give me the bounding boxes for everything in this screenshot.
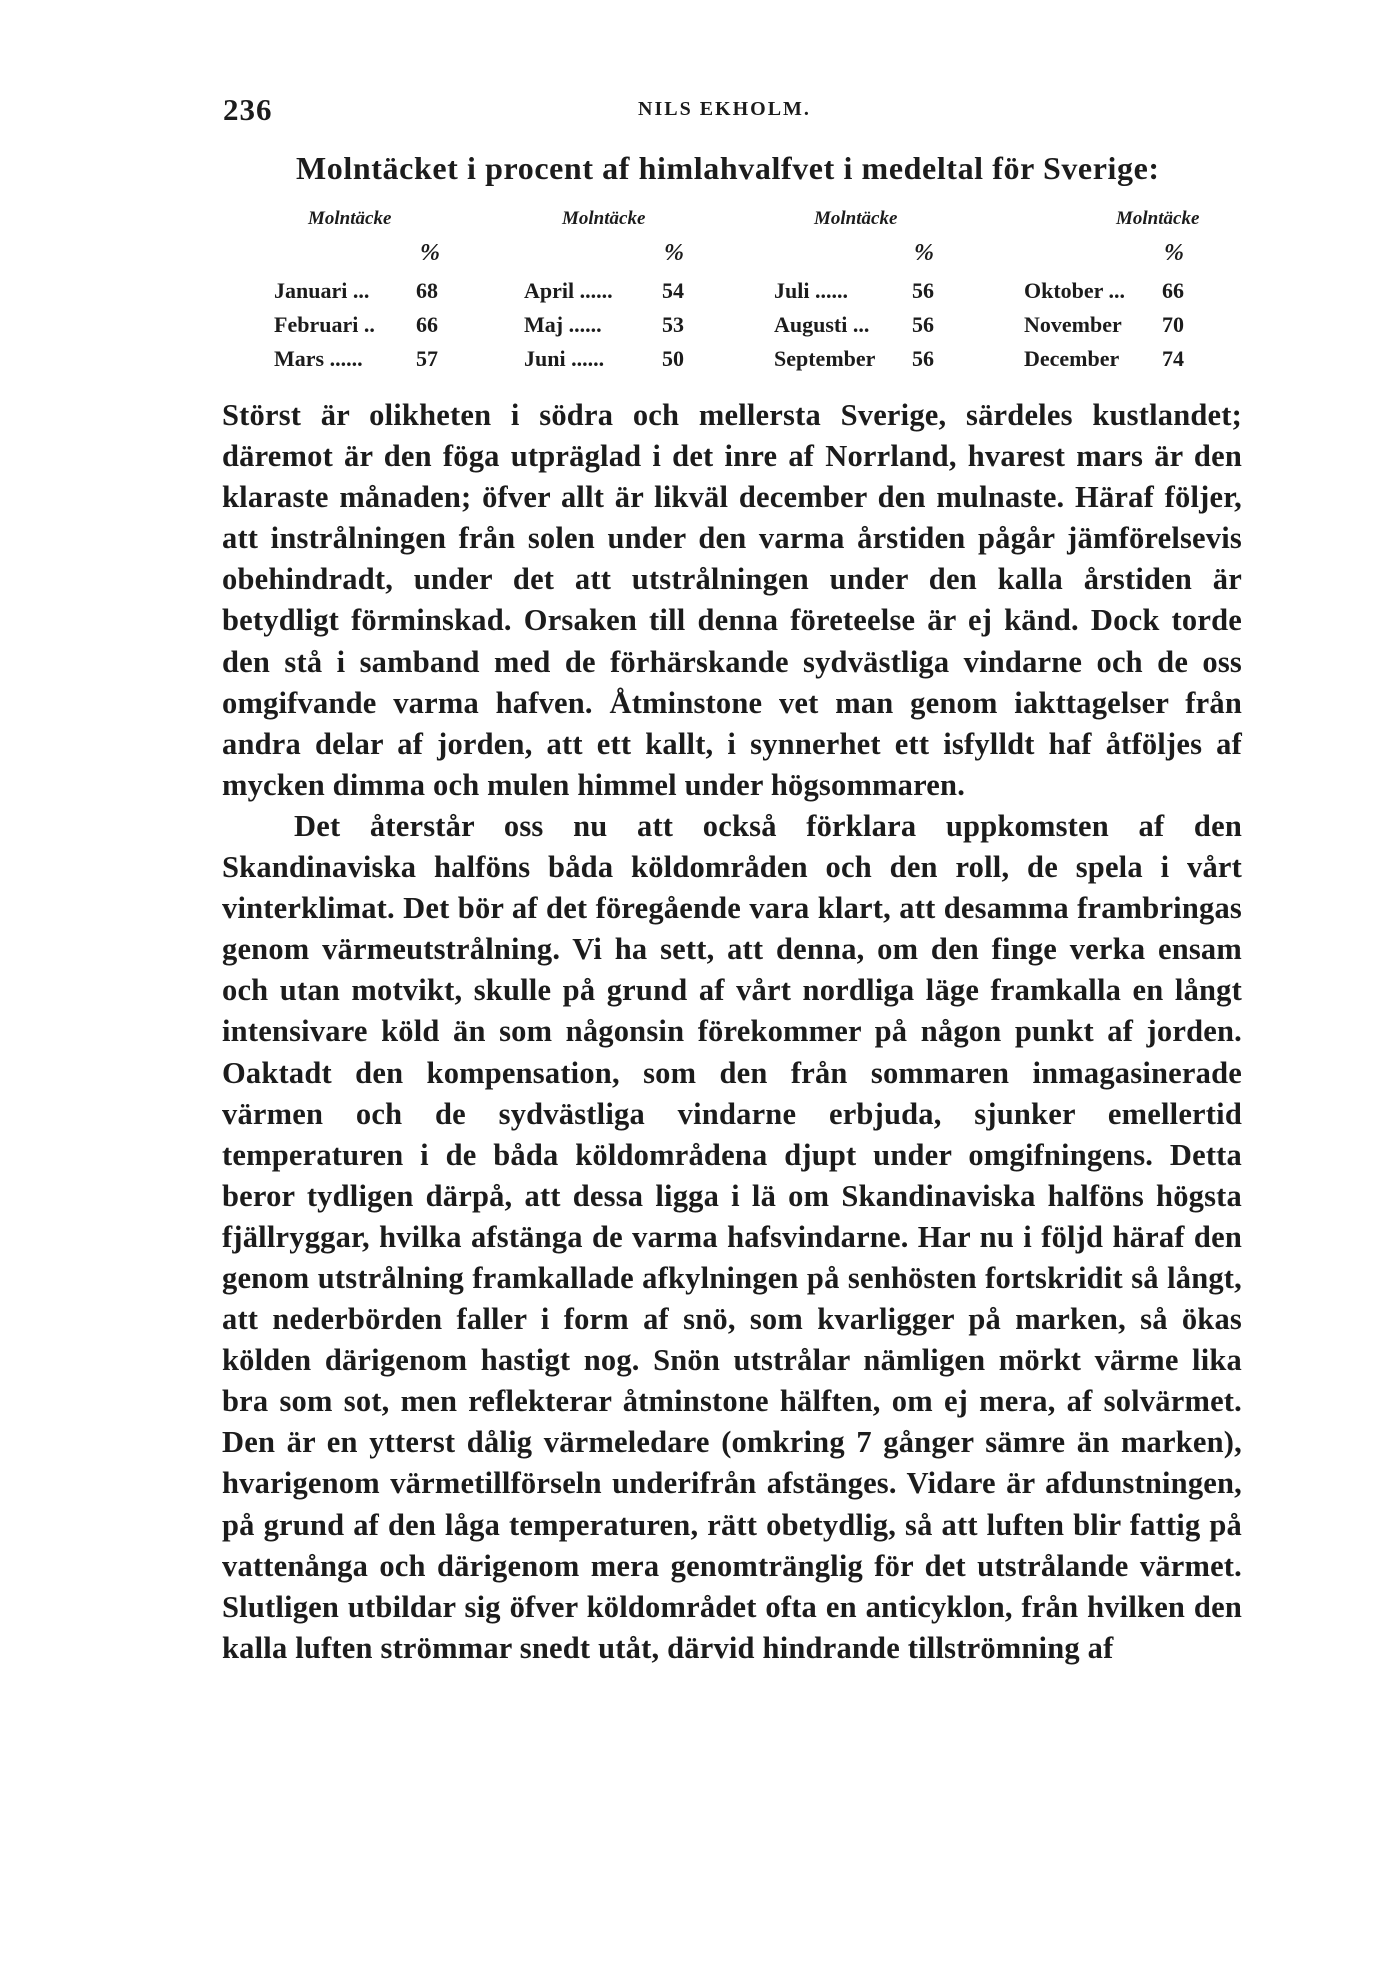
- month-label: Augusti ...: [774, 312, 870, 337]
- column-unit: %: [664, 240, 684, 266]
- column-heading: Molntäcke: [814, 208, 898, 229]
- table-row: [274, 278, 438, 308]
- month-label: September: [774, 346, 876, 371]
- month-label: Mars ......: [274, 346, 363, 371]
- cloud-value: 57: [416, 346, 438, 371]
- table-row: [524, 346, 684, 376]
- cloud-value: 50: [662, 346, 684, 371]
- table-row: [274, 346, 438, 376]
- column-unit: %: [914, 240, 934, 266]
- table-row: [1024, 312, 1184, 342]
- month-label: Januari ...: [274, 278, 370, 303]
- table-title: Molntäcket i procent af himlahvalfvet i medeltal för Sverige:: [296, 150, 1160, 186]
- month-label: Februari ..: [274, 312, 375, 337]
- month-label: Juni ......: [524, 346, 605, 371]
- month-label: December: [1024, 346, 1120, 371]
- month-label: April ......: [524, 278, 613, 303]
- table-row: [524, 312, 684, 342]
- column-heading: Molntäcke: [308, 208, 392, 229]
- column-heading: Molntäcke: [1116, 208, 1200, 229]
- cloud-cover-table: [274, 208, 1234, 378]
- cloud-value: 66: [1162, 278, 1184, 303]
- body-text: [222, 395, 1242, 1669]
- cloud-value: 68: [416, 278, 438, 303]
- table-column: [774, 208, 1014, 378]
- table-row: [524, 278, 684, 308]
- cloud-value: 53: [662, 312, 684, 337]
- page-header: [223, 92, 1223, 132]
- column-unit: %: [420, 240, 440, 266]
- running-head: NILS EKHOLM.: [638, 98, 811, 120]
- cloud-value: 74: [1162, 346, 1184, 371]
- cloud-value: 70: [1162, 312, 1184, 337]
- cloud-value: 66: [416, 312, 438, 337]
- table-row: [1024, 346, 1184, 376]
- table-column: [524, 208, 764, 378]
- table-row: [774, 312, 934, 342]
- cloud-value: 56: [912, 346, 934, 371]
- paragraph: Det återstår oss nu att också förklara uppkomsten af den Skandinaviska halföns båda köldområden och den roll, de spela i vårt vinterklimat. Det bör af det föregående vara klart, att desamma frambringas genom värmeutstrålning. Vi ha sett, att denna, om den finge verka ensam och utan motvikt, skulle på grund af vårt nordliga läge framkalla en långt intensivare köld än som någonsin förekommer på någon punkt af jorden. Oaktadt den kompensation, som den från sommaren inmagasinerade värmen och de sydvästliga vindarne erbjuda, sjunker emellertid temperaturen i de båda köldområdena djupt under omgifningens. Detta beror tydligen därpå, att dessa ligga i lä om Skandinaviska halföns högsta fjällryggar, hvilka afstänga de varma hafsvindarne. Har nu i följd häraf den genom utstrålning framkallade afkylningen på senhösten fortskridit så långt, att nederbörden faller i form af snö, som kvarligger på marken, så ökas kölden därigenom hastigt nog. Snön utstrålar nämligen mörkt värme lika bra som sot, men reflekterar åtminstone hälften, om ej mera, af solvärmet. Den är en ytterst dålig värmeledare (omkring 7 gånger sämre än marken), hvarigenom värmetillförseln underifrån afstänges. Vidare är afdunstningen, på grund af den låga temperaturen, rätt obetydlig, så att luften blir fattig på vattenånga och därigenom mera genomtränglig för det utstrålande värmet. Slutligen utbildar sig öfver köldområdet ofta en anticyklon, från hvilken den kalla luften strömmar snedt utåt, därvid hindrande tillströmning af: [222, 808, 1242, 1665]
- month-label: Juli ......: [774, 278, 848, 303]
- cloud-value: 56: [912, 278, 934, 303]
- column-heading: Molntäcke: [562, 208, 646, 229]
- table-row: [774, 278, 934, 308]
- table-column: [274, 208, 514, 378]
- column-unit: %: [1164, 240, 1184, 266]
- table-row: [274, 312, 438, 342]
- paragraph: Störst är olikheten i södra och mellersta Sverige, särdeles kustlandet; däremot är den föga utpräglad i det inre af Norrland, hvarest mars är den klaraste månaden; öfver allt är likväl december den mulnaste. Häraf följer, att instrålningen från solen under den varma årstiden pågår jämförelsevis obehindradt, under det att utstrålningen under den kalla årstiden är betydligt förminskad. Orsaken till denna företeelse är ej känd. Dock torde den stå i samband med de förhärskande sydvästliga vindarne och de oss omgifvande varma hafven. Åtminstone vet man genom iakttagelser från andra delar af jorden, att ett kallt, i synnerhet ett isfylldt haf åtföljes af mycken dimma och mulen himmel under högsommaren.: [222, 398, 1242, 802]
- table-column: [1024, 208, 1264, 378]
- cloud-value: 54: [662, 278, 684, 303]
- month-label: Maj ......: [524, 312, 602, 337]
- month-label: November: [1024, 312, 1122, 337]
- table-row: [1024, 278, 1184, 308]
- month-label: Oktober ...: [1024, 278, 1126, 303]
- table-row: [774, 346, 934, 376]
- page-number: 236: [223, 92, 273, 127]
- cloud-value: 56: [912, 312, 934, 337]
